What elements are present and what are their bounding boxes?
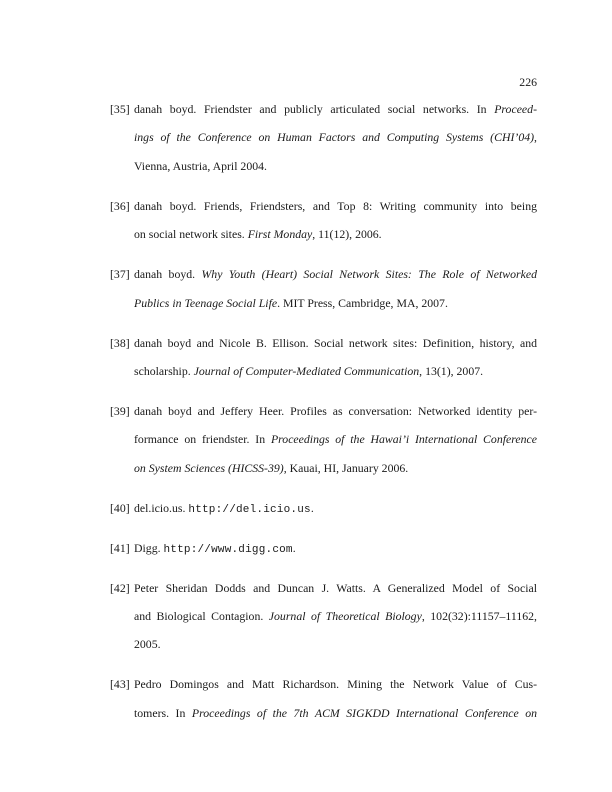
reference-text: on social network sites. xyxy=(134,227,248,242)
italic-title-text: on System Sciences (HICSS-39) xyxy=(134,460,284,475)
italic-title-text: Publics in Teenage Social Life xyxy=(134,295,278,310)
page-number: 226 xyxy=(519,75,537,89)
citation-label: [40] xyxy=(110,500,130,515)
italic-title-text: Journal of Theoretical Biology xyxy=(268,609,422,624)
reference-text: 2005. xyxy=(134,637,161,652)
reference-text: danah boyd. Friends, Friendsters, and Top 8: Writing community into being xyxy=(134,198,537,213)
reference-text: danah boyd and Nicole B. Ellison. Social network sites: Definition, history, and xyxy=(134,335,537,350)
bibliography-entry xyxy=(110,397,537,482)
reference-text: and Biological Contagion. xyxy=(134,609,269,624)
reference-line xyxy=(134,425,537,453)
citation-label: [41] xyxy=(110,540,130,555)
reference-text: , 11(12), 2006. xyxy=(312,227,382,242)
citation-label: [35] xyxy=(110,102,130,116)
reference-text: , 13(1), 2007. xyxy=(419,363,484,378)
reference-text: . xyxy=(292,540,296,555)
reference-text: del.icio.us. xyxy=(134,500,189,515)
citation-label: [36] xyxy=(110,198,130,213)
bibliography-list xyxy=(110,95,537,739)
bibliography-entry xyxy=(110,260,537,317)
citation-label: [38] xyxy=(110,335,130,350)
reference-line xyxy=(134,123,537,151)
citation-label: [37] xyxy=(110,267,130,282)
italic-title-text: Why Youth (Heart) Social Network Sites: The Role of Networked xyxy=(201,267,538,282)
reference-text: , xyxy=(534,130,537,145)
bibliography-entry xyxy=(110,192,537,249)
reference-text: tomers. In xyxy=(134,705,192,720)
reference-line xyxy=(134,260,537,288)
italic-title-text: Journal of Computer-Mediated Communication xyxy=(193,363,420,378)
reference-line xyxy=(134,534,537,562)
reference-line xyxy=(134,357,537,385)
italic-title-text: Proceedings of the Hawai’i International Conference xyxy=(270,432,537,447)
reference-text: , Kauai, HI, January 2006. xyxy=(283,460,409,475)
italic-title-text: Proceed- xyxy=(494,102,537,116)
reference-text: . xyxy=(310,500,314,515)
reference-line xyxy=(134,220,537,248)
italic-title-text: ings of the Conference on Human Factors and Computing Systems (CHI’04) xyxy=(134,130,535,145)
reference-line xyxy=(134,95,537,123)
reference-line xyxy=(134,152,537,180)
reference-line xyxy=(134,289,537,317)
reference-text: danah boyd. Friendster and publicly articulated social networks. In xyxy=(134,102,495,116)
reference-text: danah boyd. xyxy=(134,267,202,282)
reference-text: Peter Sheridan Dodds and Duncan J. Watts. A Generalized Model of Social xyxy=(134,580,537,595)
reference-line xyxy=(134,602,537,630)
reference-line xyxy=(134,192,537,220)
reference-text: Vienna, Austria, April 2004. xyxy=(134,158,267,173)
citation-label: [39] xyxy=(110,403,130,418)
reference-line xyxy=(134,494,537,522)
reference-text: scholarship. xyxy=(134,363,194,378)
reference-line xyxy=(134,670,537,698)
bibliography-entry xyxy=(110,95,537,180)
italic-title-text: Proceedings of the 7th ACM SIGKDD International Conference on xyxy=(191,705,537,720)
url-text: http://www.digg.com xyxy=(163,543,293,556)
reference-line xyxy=(134,454,537,482)
citation-label: [42] xyxy=(110,580,130,595)
reference-text: Digg. xyxy=(134,540,164,555)
bibliography-entry xyxy=(110,574,537,659)
citation-label: [43] xyxy=(110,677,130,692)
url-text: http://del.icio.us xyxy=(188,503,311,516)
reference-text: danah boyd and Jeffery Heer. Profiles as conversation: Networked identity per- xyxy=(134,403,537,418)
reference-text: , 102(32):11157–11162, xyxy=(421,609,537,624)
bibliography-entry xyxy=(110,670,537,727)
bibliography-entry xyxy=(110,534,537,562)
bibliography-entry xyxy=(110,494,537,522)
reference-text: . MIT Press, Cambridge, MA, 2007. xyxy=(277,295,448,310)
italic-title-text: First Monday xyxy=(247,227,313,242)
bibliography-entry xyxy=(110,329,537,386)
reference-line xyxy=(134,630,537,658)
reference-line xyxy=(134,397,537,425)
reference-line xyxy=(134,574,537,602)
reference-line xyxy=(134,329,537,357)
reference-text: Pedro Domingos and Matt Richardson. Mining the Network Value of Cus- xyxy=(134,677,537,692)
reference-line xyxy=(134,699,537,727)
reference-text: formance on friendster. In xyxy=(134,432,271,447)
